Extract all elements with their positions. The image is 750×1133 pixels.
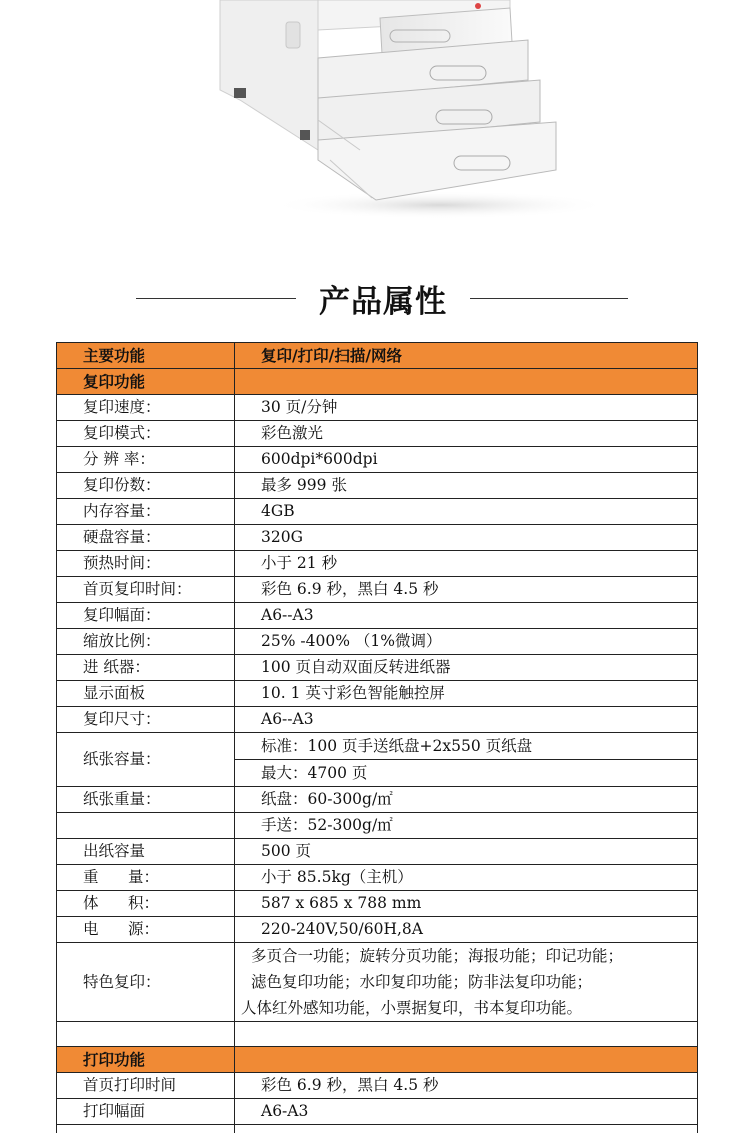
table-row: [57, 525, 698, 551]
paper-capacity-key: 纸张容量：: [57, 733, 235, 787]
row-value: A6-A3: [235, 1099, 698, 1125]
table-row: [57, 421, 698, 447]
divider-right: [470, 298, 628, 299]
row-value: 10. 1 英寸彩色智能触控屏: [235, 681, 698, 707]
row-value: 100 页自动双面反转进纸器: [235, 655, 698, 681]
table-row: [57, 917, 698, 943]
paper-weight-row: [57, 787, 698, 813]
row-value: 587 x 685 x 788 mm: [235, 891, 698, 917]
table-row: [57, 395, 698, 421]
row-key: 重 量：: [57, 865, 235, 891]
row-key: 首页复印时间：: [57, 577, 235, 603]
copy-section-row: [57, 369, 698, 395]
copy-section-label: 复印功能: [57, 369, 235, 395]
row-value: 320G: [235, 525, 698, 551]
row-value: 25% -400% （1%微调）: [235, 629, 698, 655]
special-copy-values: [235, 943, 698, 1022]
row-value: 4GB: [235, 499, 698, 525]
paper-weight-manual: 手送：52-300g/㎡: [235, 813, 698, 839]
header-value: 复印/打印/扫描/网络: [235, 343, 698, 369]
table-row: [57, 1073, 698, 1099]
paper-weight-tray: 纸盘：60-300g/㎡: [235, 787, 698, 813]
row-value: 30 页/分钟: [235, 395, 698, 421]
table-row: [57, 629, 698, 655]
table-row: [57, 839, 698, 865]
paper-capacity-values: [235, 733, 698, 787]
row-key: 体 积：: [57, 891, 235, 917]
row-value: A6--A3: [235, 603, 698, 629]
divider-left: [136, 298, 296, 299]
row-key: 分 辨 率：: [57, 447, 235, 473]
table-row: [57, 1099, 698, 1125]
table-row: [57, 551, 698, 577]
table-row: [57, 473, 698, 499]
empty-value: [235, 1022, 698, 1047]
section-title: 产品属性: [319, 284, 447, 320]
row-value: 500 页: [235, 839, 698, 865]
paper-capacity-max: 最大：4700 页: [261, 764, 368, 782]
table-row: [57, 865, 698, 891]
row-value: 600dpi*600dpi: [235, 447, 698, 473]
product-image: [0, 0, 750, 240]
row-key: 复印速度：: [57, 395, 235, 421]
table-row: [57, 891, 698, 917]
table-row: [57, 577, 698, 603]
row-key: 显示面板: [57, 681, 235, 707]
row-key: 缩放比例：: [57, 629, 235, 655]
row-value: 彩色 6.9 秒，黑白 4.5 秒: [235, 1073, 698, 1099]
row-key: 出纸容量: [57, 839, 235, 865]
table-row: [57, 707, 698, 733]
special-copy-key: 特色复印：: [57, 943, 235, 1022]
paper-weight-row: [57, 813, 698, 839]
paper-capacity-standard: 标准：100 页手送纸盘+2x550 页纸盘: [235, 733, 697, 760]
special-line-1: 多页合一功能；旋转分页功能；海报功能；印记功能；: [251, 947, 624, 965]
header-key: 主要功能: [57, 343, 235, 369]
row-value: 220-240V,50/60H,8A: [235, 917, 698, 943]
row-key: 首页打印时间: [57, 1073, 235, 1099]
special-copy-row: [57, 943, 698, 1022]
table-row: [57, 499, 698, 525]
paper-weight-key: 纸张重量：: [57, 787, 235, 813]
table-row: [57, 603, 698, 629]
print-section-row: [57, 1047, 698, 1073]
table-header-row: [57, 343, 698, 369]
row-key: 预热时间：: [57, 551, 235, 577]
special-line-3: 人体红外感知功能，小票据复印，书本复印功能。: [241, 999, 583, 1017]
empty-row: [57, 1022, 698, 1047]
spec-table: [56, 342, 698, 1133]
table-row: [57, 447, 698, 473]
row-key: 硬盘容量：: [57, 525, 235, 551]
row-value: 彩色 6.9 秒，黑白 4.5 秒: [235, 577, 698, 603]
table-row: [57, 681, 698, 707]
section-header: [0, 268, 750, 328]
row-value: A6--A3: [235, 707, 698, 733]
empty-key: [57, 813, 235, 839]
row-value: 彩色激光: [235, 421, 698, 447]
row-key: 打印幅面: [57, 1099, 235, 1125]
row-key: 进 纸器：: [57, 655, 235, 681]
special-line-2: 滤色复印功能；水印复印功能；防非法复印功能；: [251, 973, 593, 991]
row-key: 内存容量：: [57, 499, 235, 525]
row-value: 小于 21 秒: [235, 551, 698, 577]
row-key: 复印尺寸：: [57, 707, 235, 733]
paper-capacity-row: [57, 733, 698, 787]
row-key: 复印份数：: [57, 473, 235, 499]
print-section-label: 打印功能: [57, 1047, 235, 1073]
row-value: 最多 999 张: [235, 473, 698, 499]
row-value: 小于 85.5kg（主机）: [235, 865, 698, 891]
copy-section-value: [235, 369, 698, 395]
print-section-value: [235, 1047, 698, 1073]
row-key: 复印幅面：: [57, 603, 235, 629]
row-key: 电 源：: [57, 917, 235, 943]
row-key: 复印模式：: [57, 421, 235, 447]
empty-key: [57, 1022, 235, 1047]
table-row: [57, 655, 698, 681]
